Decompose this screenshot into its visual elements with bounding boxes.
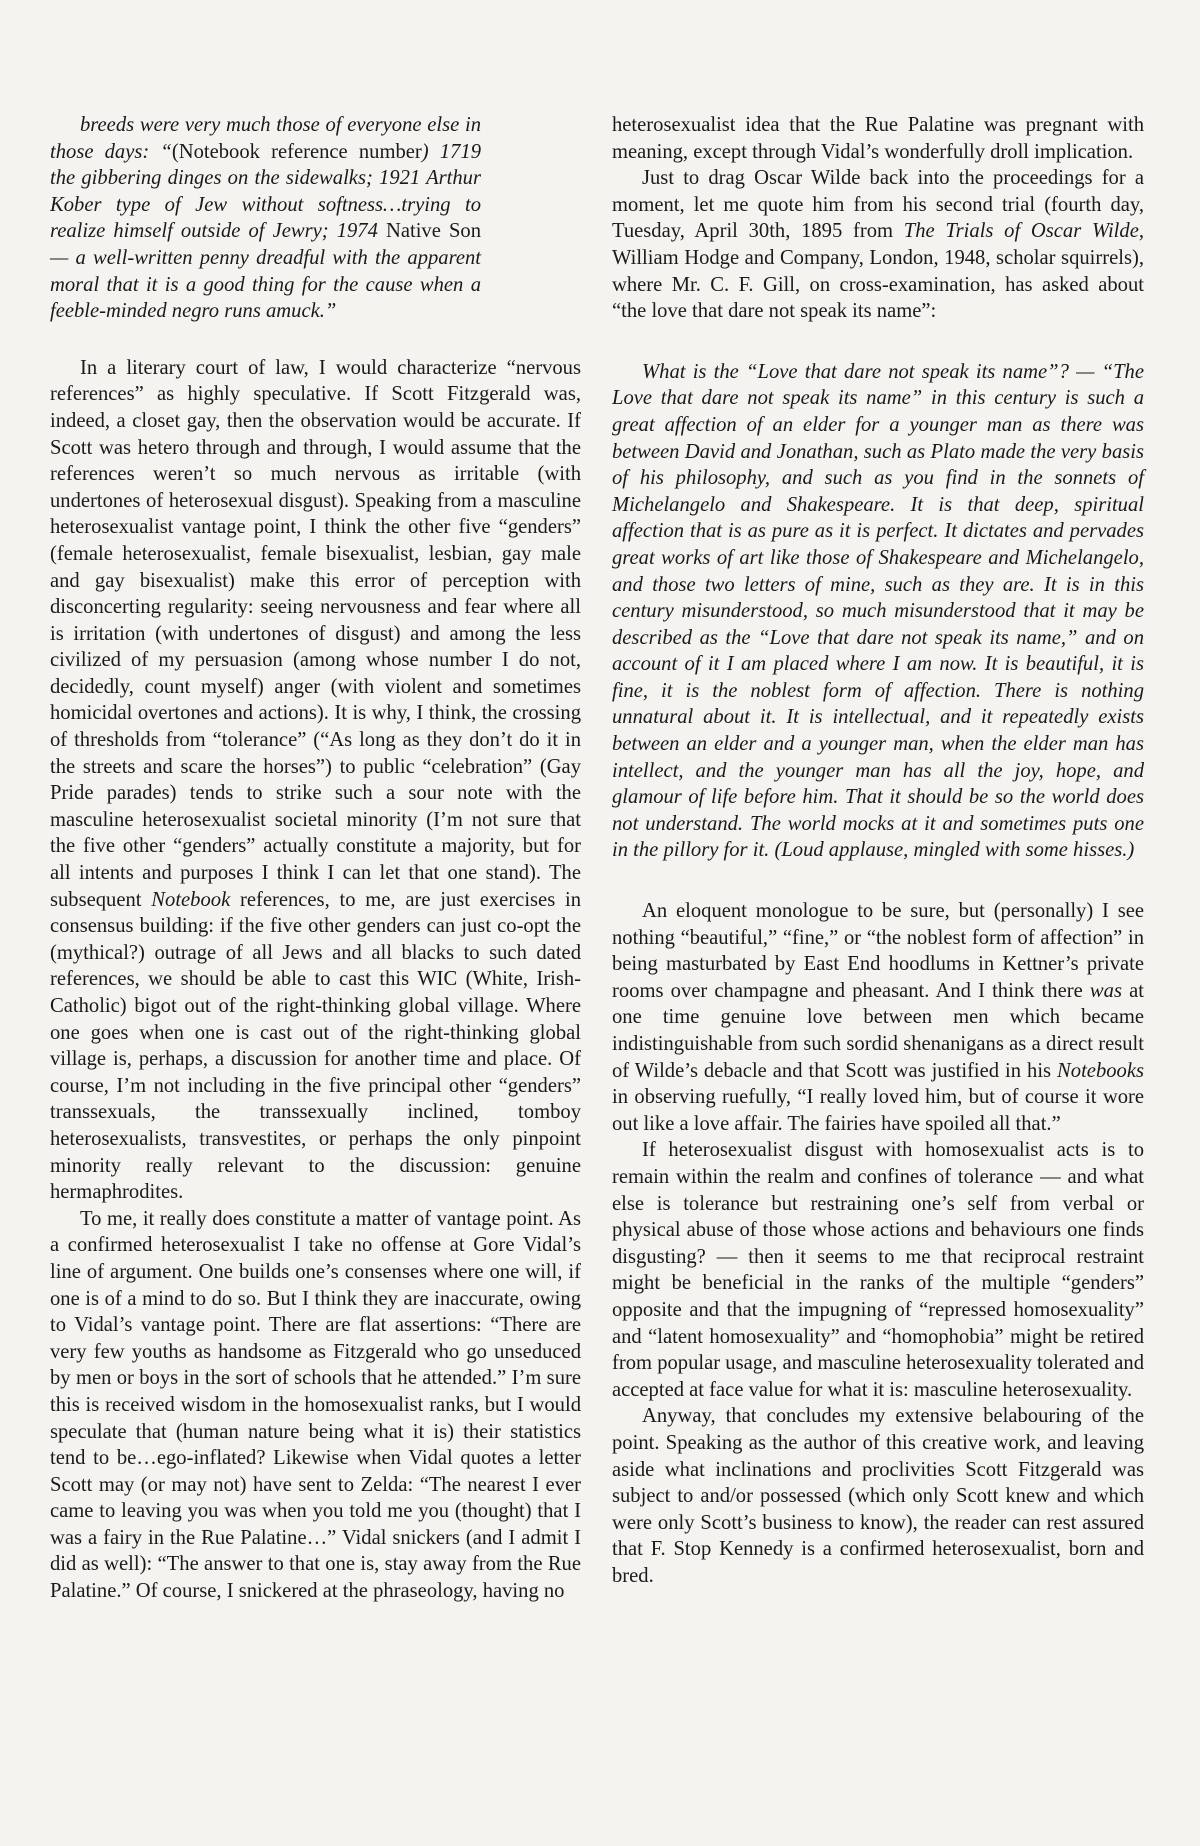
paragraph: To me, it really does constitute a matter of vantage point. As a confirmed heterosexualist I take no offense at Gore Vidal’s line of argument. One builds one’s consenses where one will, if one is of a mind to do so. But I think they are inaccurate, owing to Vidal’s vantage point. There are flat assertions: “There are very few youths as handsome as Fitzgerald who go unseduced by men or boys in the sort of schools that he attended.” I’m sure this is received wisdom in the homosexualist ranks, but I would speculate that (human nature being what it is) their statistics tend to be…ego-inflated? Likewise when Vidal quotes a letter Scott may (or may not) have sent to Zelda: “The nearest I ever came to leaving you was when you told me you (thought) that I was a fairy in the Rue Palatine…” Vidal snickers (and I admit I did as well): “The answer to that one is, stay away from the Rue Palatine.” Of course, I snickered at the phraseology, having no [50,1207,581,1603]
paragraph-text: In a literary court of law, I would characterize “nervous references” as highly speculative. If Scott Fitzgerald was, indeed, a closet gay, then the observation would be accurate. If Scott was hetero through and through, I would assume that the references weren’t so much nervous as irritable (with undertones of heterosexual disgust). Speaking from a masculine heterosexualist vantage point, I think the other five “genders” (female heterosexualist, female bisexualist, lesbian, gay male and gay bisexualist) make this error of perception with disconcerting regularity: seeing nervousness and fear where all is irritation (with undertones of disgust) and among the less civilized of my persuasion (among whose number I do not, decidedly, count myself) anger (with violent and sometimes homicidal overtones and actions). It is why, I think, the crossing of thresholds from “tolerance” (“As long as they don’t do it in the streets and scare the horses”) to public “celebration” (Gay Pride parades) tends to strike such a sour note with the masculine heterosexualist societal minority (I’m not sure that the five other “genders” actually constitute a majority, but for all intents and purposes I think I can let that one stand). The subsequent [50,356,581,911]
paragraph-text: in observing ruefully, “I really loved him, but of course it wore out like a love affair. The fairies have spoiled all that.” [612,1086,1144,1135]
quote-text: 1974 [336,220,378,243]
paragraph: heterosexualist idea that the Rue Palatine was pregnant with meaning, except through Vidal’s wonderfully droll implication. [612,114,1144,163]
paragraph [612,165,1144,325]
quote-text: (Notebook reference number [171,140,422,163]
wilde-quote: What is the “Love that dare not speak its name”? — “The Love that dare not speak its name” in this century is such a great affection of an elder for a younger man as there was between David and Jonathan, such as Plato made the very basis of his philosophy, and such as you find in the sonnets of Michelangelo and Shakespeare. It is that deep, spiritual affection that is as pure as it is perfect. It dictates and pervades great works of art like those of Shakespeare and Michelangelo, and those two letters of mine, such as they are. It is in this century misunderstood, so much misunderstood that it may be described as the “Love that dare not speak its name,” and on account of it I am placed where I am now. It is beautiful, it is fine, it is the noblest form of affection. There is nothing unnatural about it. It is intellectual, and it repeatedly exists between an elder and a younger man, when the elder man has intellect, and the younger man has all the joy, hope, and glamour of life before him. That it should be so the world does not understand. The world mocks at it and sometimes puts one in the pillory for it. (Loud applause, mingled with some hisses.) [612,360,1144,862]
paragraph-text: at one time genuine love between men which became indistinguishable from such sordid shenanigans as a direct result of Wilde’s debacle and that Scott was justified in his [612,979,1144,1082]
right-column [612,112,1144,1589]
paragraph-text: references, to me, are just exercises in consensus building: if the five other genders can just co-opt the (mythical?) outrage of all Jews and all blacks to such dated references, we should be able to cast this WIC (White, Irish-Catholic) bigot out of the right-thinking global village. Where one goes when one is cast out of the right-thinking global village is, perhaps, a discussion for another time and place. Of course, I’m not including in the five principal other “genders” transsexuals, the transsexually inclined, tomboy heterosexualists, transvestites, or perhaps the only pinpoint minority really relevant to the discussion: genuine hermaphrodites. [50,888,581,1204]
paragraph [50,355,581,1206]
paragraph-text: William Hodge and Company, London, 1948, scholar squirrels), where Mr. C. F. Gill, on cross-examination, has asked about “the love that dare not speak its name”: [612,246,1144,323]
quote-text: Native Son [377,220,481,243]
italic-word: was [1089,979,1122,1002]
paragraph: If heterosexualist disgust with homosexualist acts is to remain within the realm and confines of tolerance — and what else is tolerance but restraining one’s self from verbal or physical abuse of those whose actions and behaviours one finds disgusting? — then it seems to me that reciprocal restraint might be beneficial in the ranks of the multiple “genders” opposite and that the impugning of “repressed homosexuality” and “latent homosexuality” and “homophobia” might be retired from popular usage, and masculine heterosexuality tolerated and accepted at face value for what it is: masculine heterosexuality. [612,1139,1144,1401]
paragraph-text: An eloquent monologue to be sure, but (personally) I see nothing “beautiful,” “fine,” or “the noblest form of affection” in being masturbated by East End hoodlums in Kettner’s private rooms over champagne and pheasant. And I think there [612,900,1144,1002]
notebook-quote [50,112,581,325]
paragraph-text: Just to drag Oscar Wilde back into the proceedings for a moment, let me quote him from his second trial (fourth day, Tuesday, April 30th, 1895 from [612,167,1144,243]
italic-title: Notebook [151,888,231,911]
quote-text: ) 1719 the gibbering dinges on the sidewalks; 1921 Arthur Kober type of Jew without softness…trying to realize himself outside of Jewry; [50,140,481,243]
quote-text: breeds were very much those of everyone else in those days: “ [50,114,481,163]
italic-title: Notebooks [1057,1059,1144,1082]
paragraph [612,898,1144,1137]
left-column [50,112,581,1605]
italic-title: The Trials of Oscar Wilde, [903,220,1144,243]
paragraph: Anyway, that concludes my extensive belabouring of the point. Speaking as the author of this creative work, and leaving aside what inclinations and proclivities Scott Fitzgerald was subject to and/or possessed (which only Scott knew and which were only Scott’s business to know), the reader can rest assured that F. Stop Kennedy is a confirmed heterosexualist, born and bred. [612,1405,1144,1587]
quote-text: — a well-written penny dreadful with the apparent moral that it is a good thing for the cause when a feeble-minded negro runs amuck.” [50,246,481,323]
